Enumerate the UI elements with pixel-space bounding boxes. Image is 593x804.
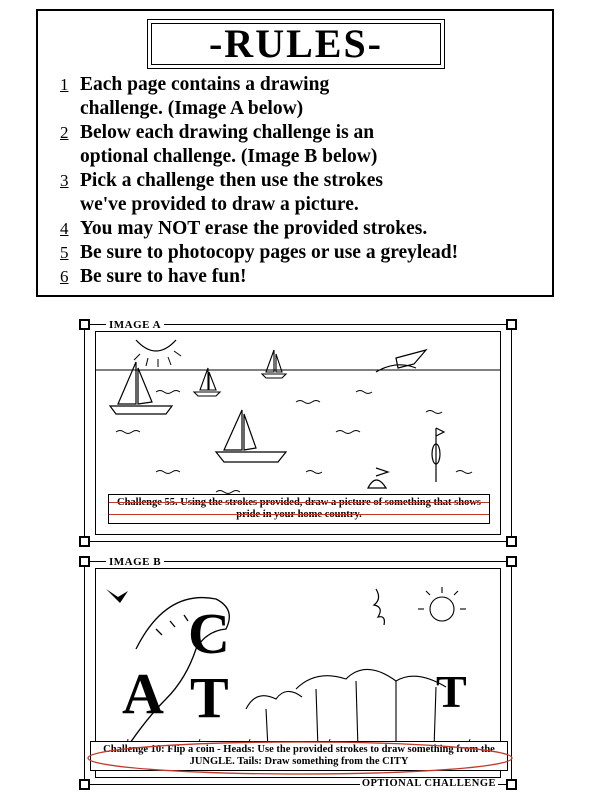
rule-text: Below each drawing challenge is an optional challenge. (Image B below) — [80, 122, 378, 167]
rule-item — [60, 217, 458, 241]
corner-square — [506, 536, 517, 547]
rules-list — [60, 73, 458, 289]
rule-text: Be sure to photocopy pages or use a greylead! — [80, 242, 459, 263]
sailboat-icon — [262, 350, 286, 378]
corner-square — [79, 556, 90, 567]
sailboat-icon — [194, 368, 220, 396]
rule-number: 3 — [60, 171, 69, 190]
sun-icon — [136, 340, 176, 351]
rule-text: Be sure to have fun! — [80, 266, 247, 287]
letter-c: C — [188, 601, 230, 666]
image-b-caption-box — [90, 741, 508, 771]
image-a-drawing — [95, 331, 501, 535]
rule-item — [60, 241, 458, 265]
image-a-label: IMAGE A — [106, 319, 164, 331]
jungle-trees-drawing — [246, 669, 446, 749]
waves-drawing — [116, 391, 472, 504]
rules-panel — [36, 9, 554, 297]
buoy-icon — [368, 468, 388, 488]
sailboat-icon — [216, 410, 286, 462]
sun-icon — [418, 587, 466, 621]
rule-text: Each page contains a drawing challenge. (Image A below) — [80, 74, 330, 119]
bird-icon — [106, 589, 128, 603]
image-b-panel — [78, 555, 518, 791]
rule-text: You may NOT erase the provided strokes. — [80, 218, 428, 239]
image-a-caption — [117, 497, 481, 520]
corner-square — [79, 319, 90, 330]
letter-t: T — [436, 666, 467, 717]
red-strike-line — [109, 514, 489, 515]
image-a-caption-box — [108, 494, 490, 524]
optional-challenge-label: OPTIONAL CHALLENGE — [361, 778, 496, 789]
rule-number: 6 — [60, 267, 69, 286]
corner-square — [506, 319, 517, 330]
rule-number: 4 — [60, 219, 69, 238]
corner-square — [506, 556, 517, 567]
corner-square — [79, 779, 90, 790]
red-strike-line — [109, 502, 489, 503]
letter-a: A — [122, 661, 164, 726]
rule-number: 1 — [60, 75, 69, 94]
letter-t: T — [190, 665, 229, 730]
image-a-panel — [78, 318, 518, 548]
rules-title: -RULES- — [151, 23, 441, 65]
scribble-drawing — [374, 589, 384, 625]
image-b-label: IMAGE B — [106, 556, 164, 568]
speedboat-icon — [376, 350, 426, 372]
corner-square — [506, 779, 517, 790]
image-b-caption: Challenge 10: Flip a coin - Heads: Use the provided strokes to draw something from the JUNGLE. Tails: Draw something from the CITY — [103, 744, 495, 767]
corner-square — [79, 536, 90, 547]
rule-number: 5 — [60, 243, 69, 262]
rule-number: 2 — [60, 123, 69, 142]
rule-text: Pick a challenge then use the strokes we've provided to draw a picture. — [80, 170, 383, 215]
rule-item — [60, 73, 458, 121]
rules-title-frame — [147, 19, 445, 69]
rule-item — [60, 265, 458, 289]
rule-item — [60, 169, 458, 217]
buoy-icon — [432, 428, 444, 482]
rule-item — [60, 121, 458, 169]
